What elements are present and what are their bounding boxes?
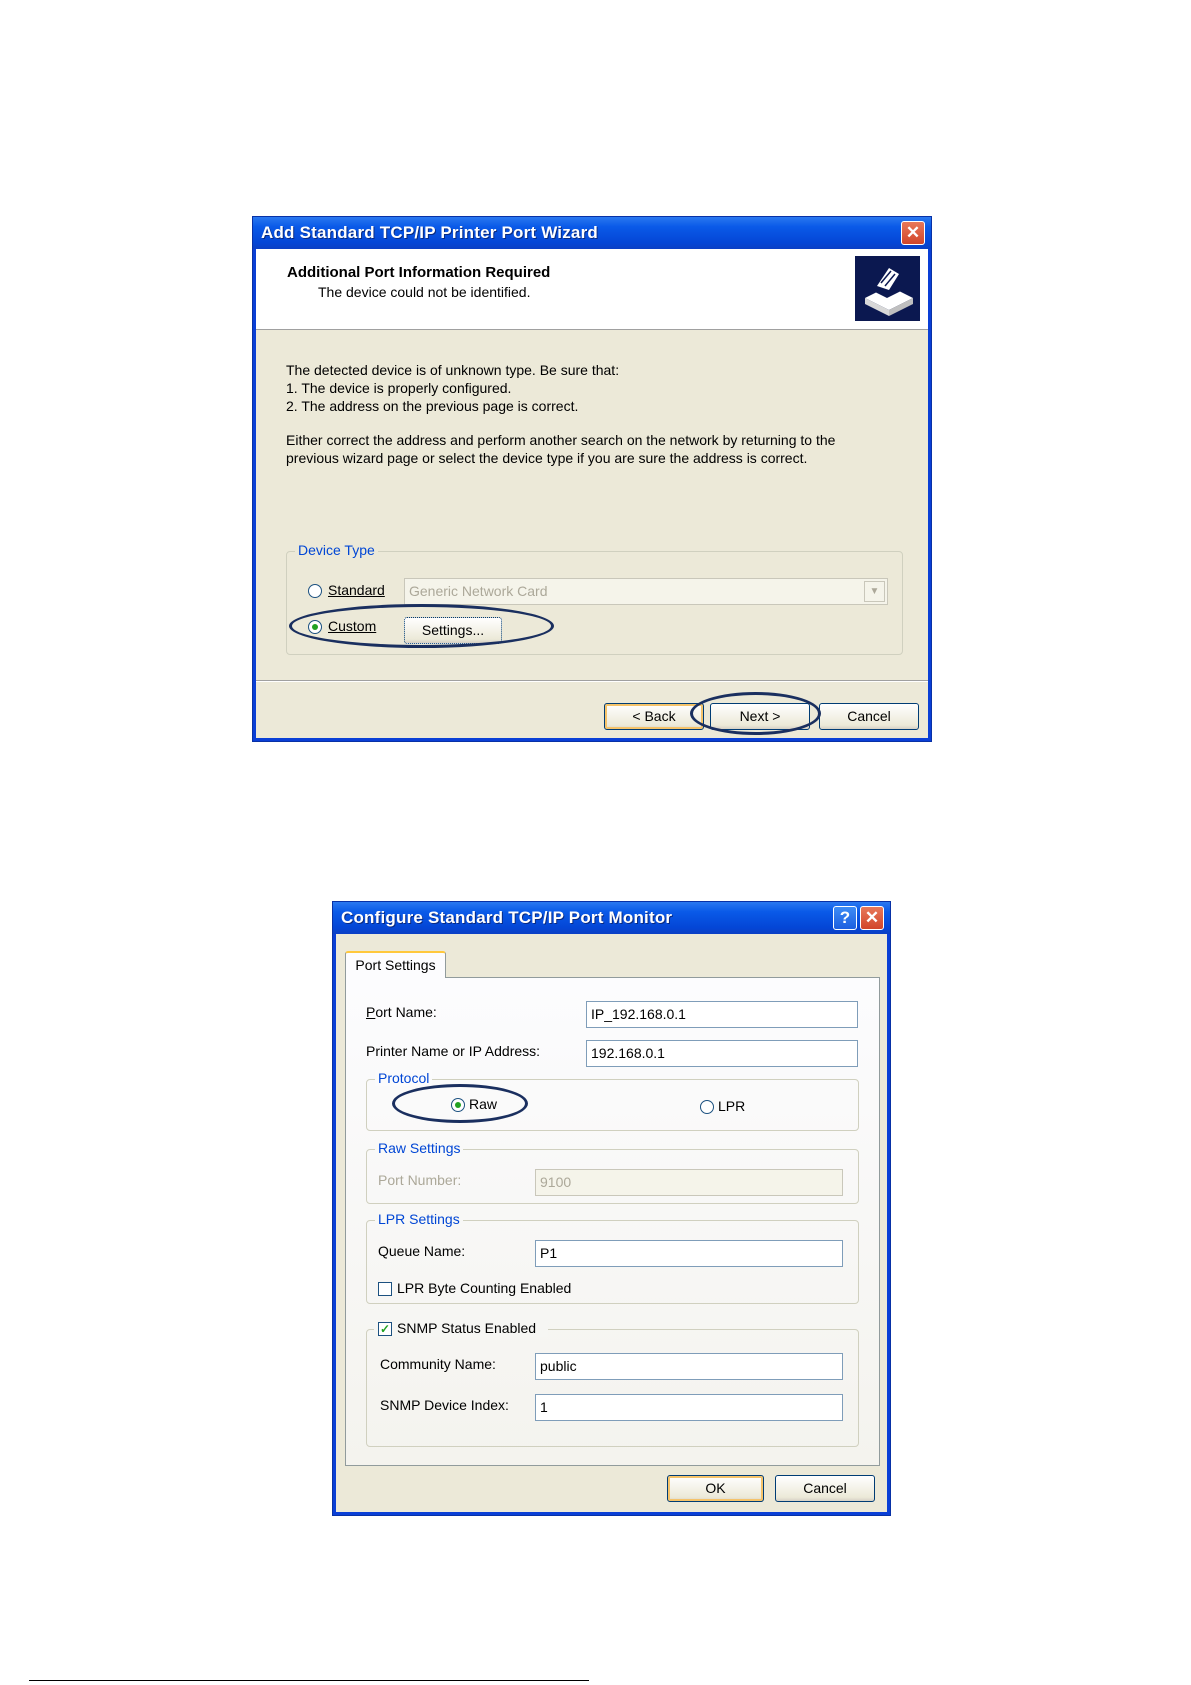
tab-port-settings[interactable] <box>345 951 446 978</box>
lpr-byte-counting-label-text: LPR Byte Counting Enabled <box>397 1280 572 1296</box>
standard-radio[interactable] <box>308 584 322 598</box>
snmp-device-index-input[interactable] <box>535 1394 843 1421</box>
queue-name-input[interactable] <box>535 1240 843 1267</box>
wizard-client <box>256 249 928 738</box>
port-number-input[interactable] <box>535 1169 843 1196</box>
wizard-body-para-line2: previous wizard page or select the device type if you are sure the address is correct. <box>286 450 808 466</box>
printer-icon <box>855 256 920 321</box>
wizard-window <box>252 216 932 742</box>
port-name-label-text: ort Name: <box>375 1004 437 1020</box>
queue-name-value: P1 <box>540 1245 558 1261</box>
custom-radio[interactable] <box>308 620 322 634</box>
monitor-cancel-button[interactable] <box>775 1475 875 1502</box>
lpr-settings-legend: LPR Settings <box>375 1211 463 1227</box>
wizard-title: Add Standard TCP/IP Printer Port Wizard <box>261 223 598 242</box>
device-type-legend: Device Type <box>295 542 378 558</box>
snmp-device-index-value: 1 <box>540 1399 548 1415</box>
community-name-input[interactable] <box>535 1353 843 1380</box>
printer-address-value: 192.168.0.1 <box>591 1045 665 1061</box>
raw-settings-legend: Raw Settings <box>375 1140 463 1156</box>
lpr-radio[interactable] <box>700 1100 714 1114</box>
settings-button-label: Settings... <box>421 622 485 638</box>
port-number-label <box>378 1172 461 1188</box>
queue-name-label-text: Queue Name: <box>378 1243 466 1259</box>
port-number-value: 9100 <box>540 1174 572 1190</box>
next-button-label: Next > <box>739 708 781 724</box>
port-name-value: IP_192.168.0.1 <box>591 1006 686 1022</box>
monitor-client <box>336 934 887 1512</box>
settings-button[interactable] <box>404 617 502 644</box>
page-footer-rule <box>29 1680 589 1681</box>
standard-radio-label[interactable] <box>328 582 385 598</box>
chevron-down-icon[interactable]: ▼ <box>864 581 885 602</box>
community-name-value: public <box>540 1358 577 1374</box>
wizard-header <box>256 249 928 330</box>
next-button[interactable] <box>710 703 810 730</box>
wizard-header-subtitle: The device could not be identified. <box>318 284 531 300</box>
printer-address-label <box>366 1043 540 1059</box>
monitor-title-bar[interactable] <box>333 902 890 934</box>
custom-radio-label[interactable] <box>328 618 376 634</box>
snmp-group <box>366 1329 859 1447</box>
monitor-title: Configure Standard TCP/IP Port Monitor <box>341 908 673 927</box>
tab-port-settings-label: Port Settings <box>355 957 436 973</box>
raw-radio[interactable] <box>451 1098 465 1112</box>
wizard-title-bar[interactable] <box>253 217 931 249</box>
monitor-cancel-button-label: Cancel <box>803 1480 847 1496</box>
snmp-device-index-label-text: SNMP Device Index: <box>380 1397 509 1413</box>
wizard-body-para-line1: Either correct the address and perform another search on the network by returning to the <box>286 432 836 448</box>
lpr-byte-counting-label[interactable] <box>397 1280 571 1296</box>
back-button-label: < Back <box>632 708 676 724</box>
cancel-button-label: Cancel <box>847 708 891 724</box>
community-name-label-text: Community Name: <box>380 1356 496 1372</box>
port-name-label-accelerator: P <box>366 1004 376 1020</box>
protocol-legend: Protocol <box>375 1070 432 1086</box>
back-button[interactable] <box>604 703 704 730</box>
monitor-window <box>332 901 891 1516</box>
snmp-status-label[interactable] <box>397 1320 536 1336</box>
protocol-group <box>366 1070 859 1131</box>
port-name-input[interactable] <box>586 1001 858 1028</box>
ok-button-label: OK <box>705 1480 726 1496</box>
printer-address-input[interactable] <box>586 1040 858 1067</box>
printer-address-label-text: Printer Name or IP Address: <box>366 1043 541 1059</box>
device-type-dropdown[interactable] <box>404 578 888 605</box>
port-name-label <box>366 1004 437 1020</box>
wizard-body-item2: 2. The address on the previous page is correct. <box>286 398 579 414</box>
wizard-header-title: Additional Port Information Required <box>287 264 551 281</box>
wizard-body-intro: The detected device is of unknown type. Be sure that: <box>286 362 620 378</box>
checkmark-icon: ✓ <box>379 1322 391 1336</box>
community-name-label <box>380 1356 496 1372</box>
queue-name-label <box>378 1243 465 1259</box>
standard-radio-label-text: Standard <box>328 582 385 598</box>
raw-radio-label[interactable] <box>469 1096 497 1112</box>
lpr-byte-counting-checkbox[interactable] <box>378 1282 392 1296</box>
help-icon[interactable]: ? <box>833 906 857 930</box>
lpr-radio-label-text: LPR <box>718 1098 746 1114</box>
snmp-status-label-text: SNMP Status Enabled <box>397 1320 537 1336</box>
raw-radio-label-text: Raw <box>469 1096 498 1112</box>
snmp-status-checkbox[interactable] <box>378 1322 392 1336</box>
port-number-label-text: Port Number: <box>378 1172 462 1188</box>
wizard-footer-divider <box>256 680 928 682</box>
snmp-device-index-label <box>380 1397 509 1413</box>
device-type-dropdown-value: Generic Network Card <box>409 583 548 599</box>
close-icon[interactable]: ✕ <box>860 906 884 930</box>
cancel-button[interactable] <box>819 703 919 730</box>
ok-button[interactable] <box>667 1475 764 1502</box>
wizard-body-item1: 1. The device is properly configured. <box>286 380 512 396</box>
close-icon[interactable]: ✕ <box>901 221 925 245</box>
custom-radio-label-text: Custom <box>328 618 377 634</box>
lpr-radio-label[interactable] <box>718 1098 745 1114</box>
